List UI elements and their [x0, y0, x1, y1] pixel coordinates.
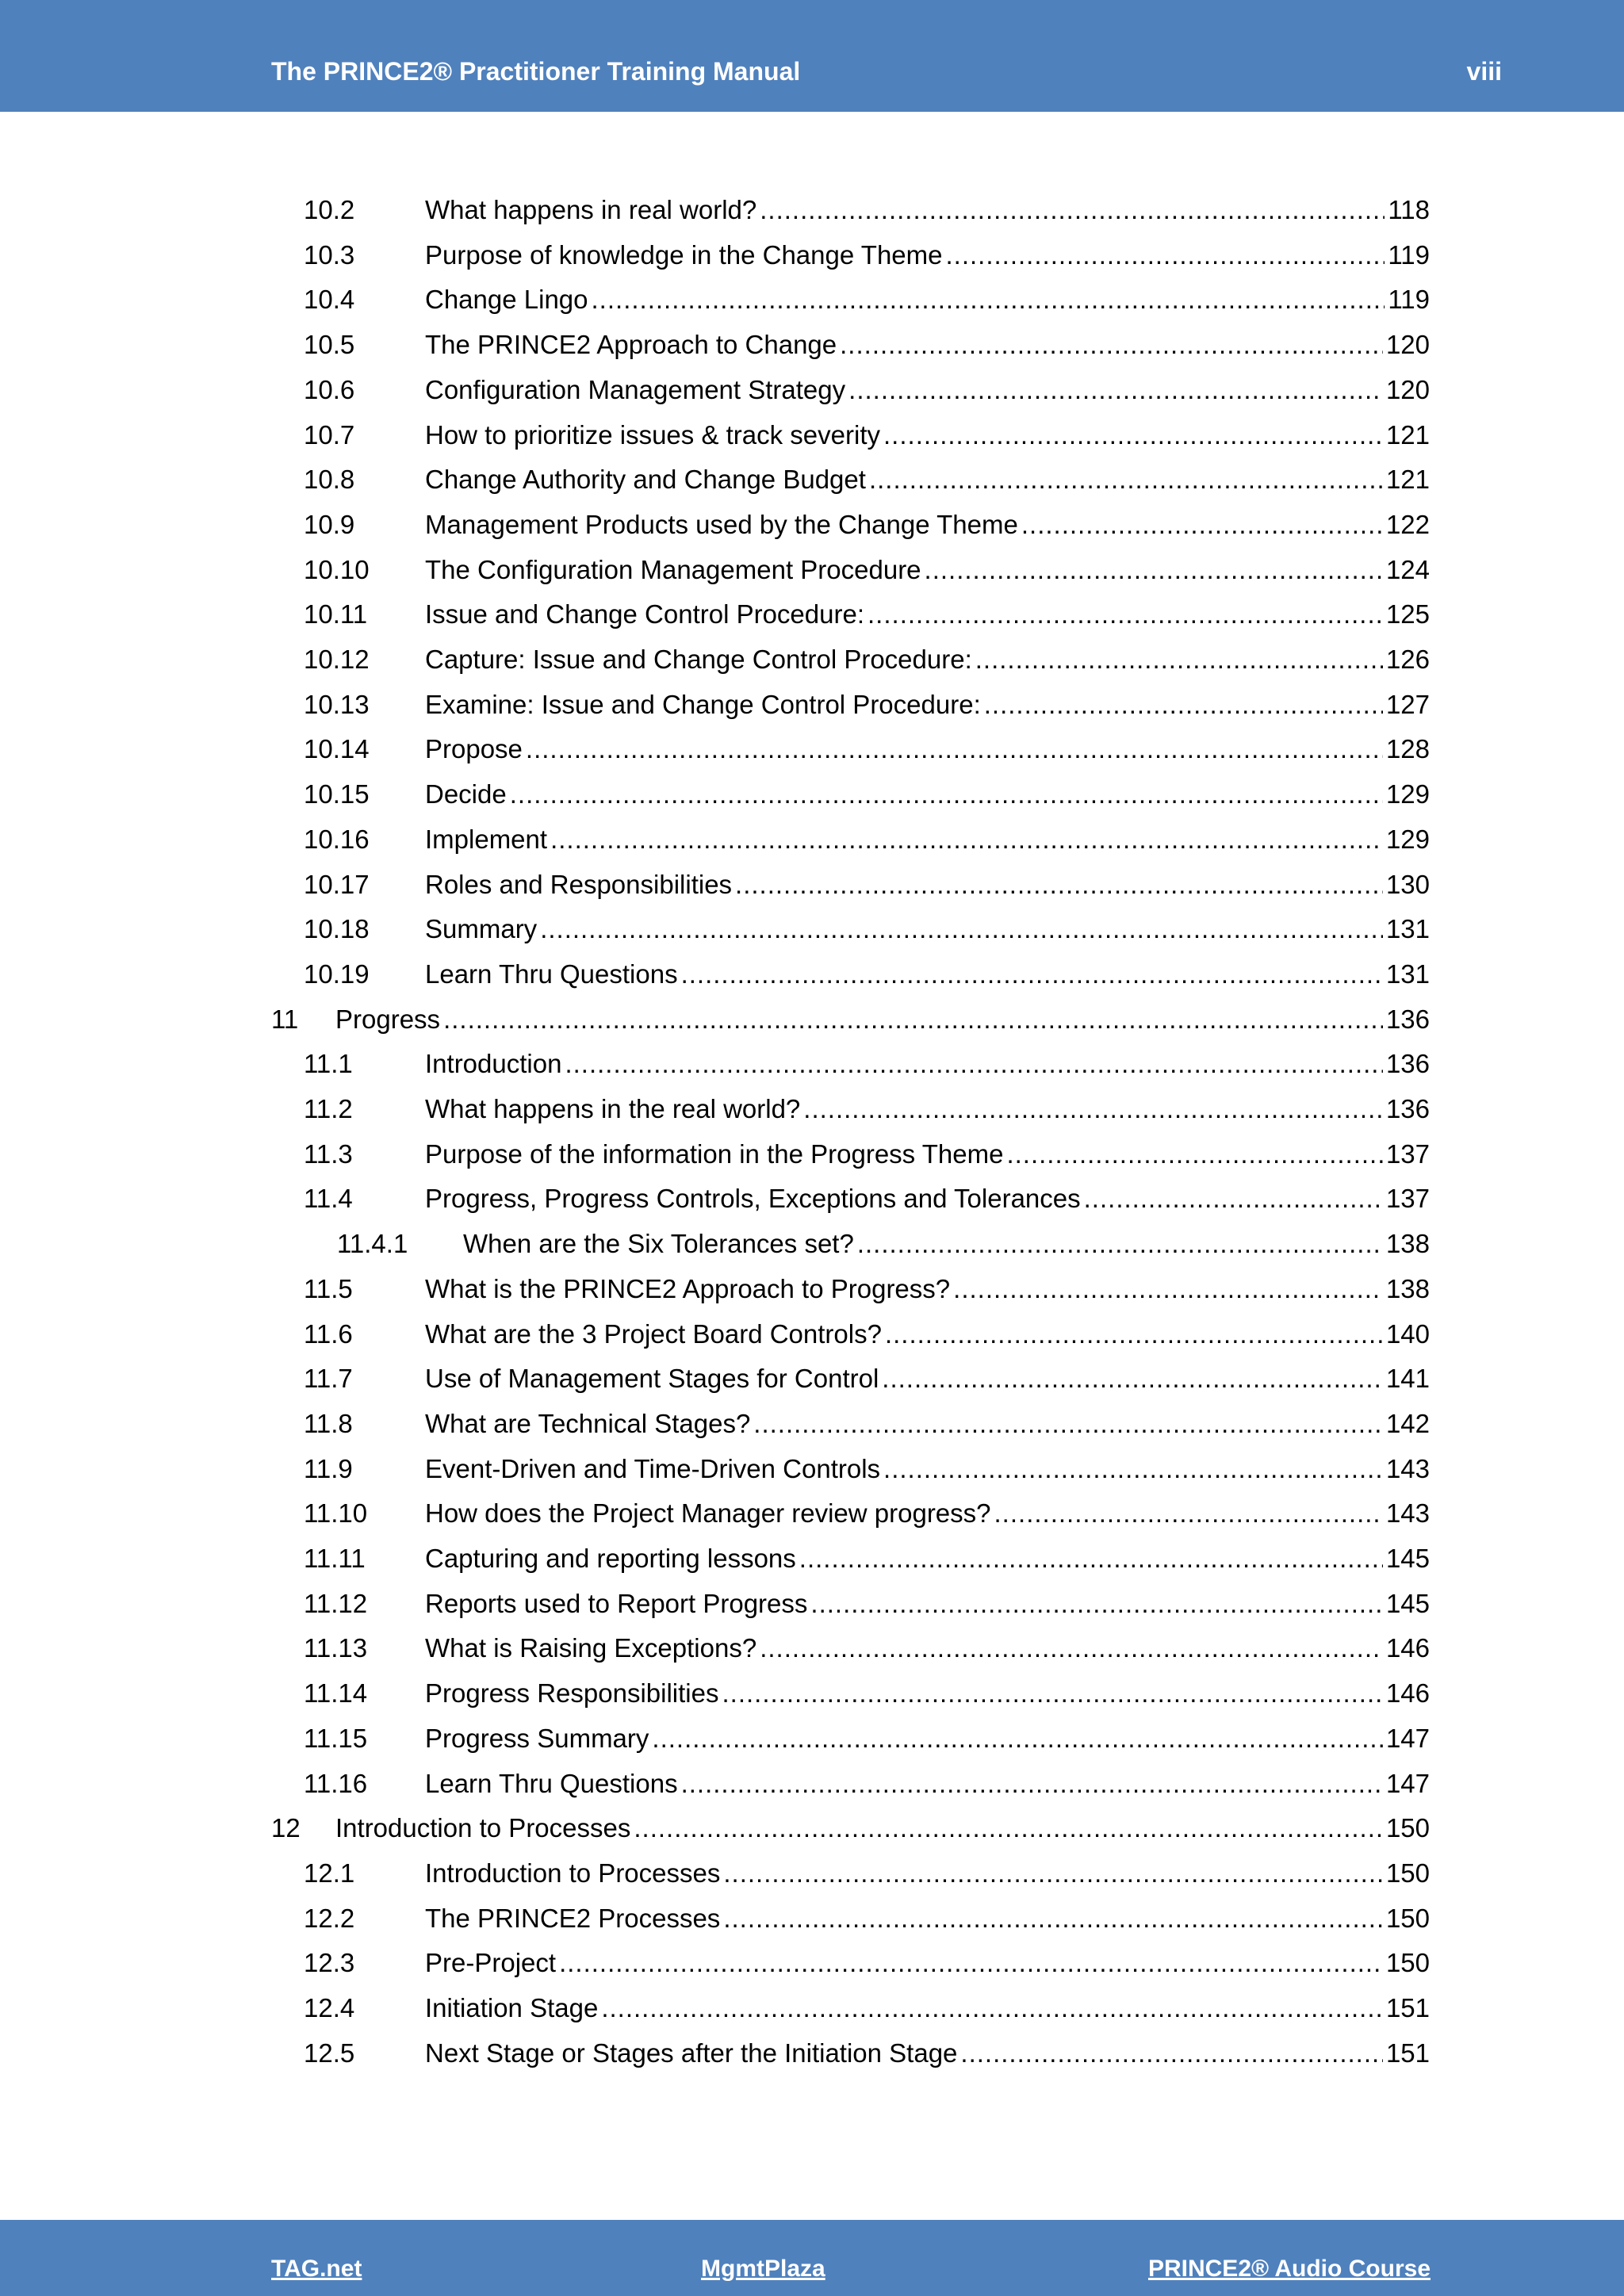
toc-entry-title: What happens in the real world? — [425, 1094, 801, 1123]
dot-leader — [848, 368, 1383, 412]
toc-entry[interactable] — [0, 1626, 1624, 1670]
toc-entry[interactable] — [0, 1671, 1624, 1716]
toc-entry[interactable] — [0, 863, 1624, 907]
toc-entry-title: Management Products used by the Change Theme — [425, 510, 1018, 539]
toc-entry[interactable] — [0, 1402, 1624, 1446]
toc-entry[interactable] — [0, 997, 1624, 1042]
toc-entry-number: 11.1 — [304, 1049, 353, 1078]
header-page-number: viii — [1466, 57, 1502, 86]
toc-entry-title: Progress, Progress Controls, Exceptions and Tolerances — [425, 1184, 1081, 1213]
toc-entry-page: 129 — [1385, 825, 1430, 854]
toc-entry-line — [425, 1042, 1430, 1086]
dot-leader — [994, 1491, 1383, 1536]
toc-entry-line — [425, 817, 1430, 862]
toc-entry-line — [425, 233, 1430, 277]
toc-entry-line — [425, 1851, 1430, 1896]
toc-entry-title: Progress Summary — [425, 1724, 649, 1753]
footer-link-tag-net[interactable]: TAG.net — [271, 2256, 362, 2282]
toc-entry-line — [425, 1626, 1430, 1670]
footer-link-audio-course[interactable]: PRINCE2® Audio Course — [1147, 2256, 1431, 2282]
toc-entry-line — [335, 1806, 1430, 1850]
toc-entry-number: 12 — [271, 1813, 301, 1843]
toc-entry-line — [425, 1402, 1430, 1446]
toc-entry-page: 141 — [1385, 1364, 1430, 1393]
toc-entry-title: Roles and Responsibilities — [425, 870, 733, 899]
dot-leader — [953, 1267, 1383, 1311]
toc-entry[interactable] — [0, 952, 1624, 997]
toc-entry-number: 10.3 — [304, 240, 355, 270]
dot-leader — [1006, 1132, 1382, 1177]
dot-leader — [681, 952, 1383, 997]
dot-leader — [925, 548, 1383, 592]
toc-entry-title: Use of Management Stages for Control — [425, 1364, 879, 1393]
dot-leader — [540, 907, 1383, 951]
toc-entry-title: Capture: Issue and Change Control Procedure: — [425, 645, 972, 674]
toc-entry-line — [425, 457, 1430, 502]
toc-entry-page: 124 — [1385, 555, 1430, 584]
toc-entry[interactable] — [0, 907, 1624, 951]
toc-entry-page: 126 — [1385, 645, 1430, 674]
toc-entry[interactable] — [0, 1087, 1624, 1131]
toc-entry-number: 11.7 — [304, 1364, 353, 1393]
toc-entry-line — [425, 368, 1430, 412]
toc-entry-page: 150 — [1385, 1858, 1430, 1888]
toc-entry-title: Issue and Change Control Procedure: — [425, 599, 865, 629]
toc-entry-title: How to prioritize issues & track severity — [425, 420, 881, 450]
toc-entry-title: Purpose of knowledge in the Change Theme — [425, 240, 943, 270]
dot-leader — [857, 1222, 1383, 1266]
toc-entry-number: 11.14 — [304, 1678, 368, 1708]
toc-entry-page: 147 — [1385, 1769, 1430, 1798]
toc-entry-line — [425, 1087, 1430, 1131]
toc-entry-line — [425, 1312, 1430, 1357]
dot-leader — [869, 457, 1383, 502]
toc-entry[interactable] — [0, 817, 1624, 862]
toc-entry-number: 10.6 — [304, 375, 355, 404]
toc-entry[interactable] — [0, 1312, 1624, 1357]
dot-leader — [526, 727, 1383, 771]
toc-entry-title: Learn Thru Questions — [425, 959, 678, 989]
toc-entry-line — [425, 1671, 1430, 1716]
dot-leader — [883, 413, 1383, 457]
toc-entry[interactable] — [0, 1132, 1624, 1177]
dot-leader — [975, 637, 1383, 682]
toc-entry-page: 138 — [1385, 1274, 1430, 1303]
toc-entry[interactable] — [0, 1896, 1624, 1941]
toc-entry-line — [425, 1132, 1430, 1177]
toc-entry-number: 11.5 — [304, 1274, 353, 1303]
toc-entry-number: 11.2 — [304, 1094, 353, 1123]
toc-entry-page: 121 — [1385, 420, 1430, 450]
dot-leader — [510, 772, 1383, 817]
toc-entry-line — [425, 592, 1430, 637]
dot-leader — [601, 1986, 1383, 2030]
toc-entry-number: 10.13 — [304, 690, 370, 719]
toc-entry[interactable] — [0, 1806, 1624, 1850]
toc-entry[interactable] — [0, 1222, 1624, 1266]
toc-entry-number: 12.3 — [304, 1948, 355, 1977]
dot-leader — [723, 1851, 1383, 1896]
toc-entry-page: 125 — [1385, 599, 1430, 629]
toc-entry-title: Propose — [425, 734, 523, 763]
toc-entry-page: 130 — [1385, 870, 1430, 899]
toc-entry-title: Purpose of the information in the Progress Theme — [425, 1139, 1004, 1169]
toc-entry-line — [425, 1582, 1430, 1626]
toc-entry[interactable] — [0, 592, 1624, 637]
dot-leader — [1021, 503, 1383, 547]
toc-entry-title: Initiation Stage — [425, 1993, 599, 2022]
toc-entry-number: 10.5 — [304, 330, 355, 359]
toc-entry-page: 136 — [1385, 1004, 1430, 1034]
toc-entry-line — [425, 1986, 1430, 2030]
dot-leader — [723, 1896, 1383, 1941]
toc-entry-page: 119 — [1388, 240, 1430, 270]
toc-entry-line — [335, 997, 1430, 1042]
toc-entry-title: Decide — [425, 779, 507, 809]
dot-leader — [810, 1582, 1383, 1626]
toc-entry-line — [425, 548, 1430, 592]
toc-entry[interactable] — [0, 772, 1624, 817]
toc-entry-page: 145 — [1385, 1589, 1430, 1618]
dot-leader — [443, 997, 1383, 1042]
toc-entry-page: 131 — [1385, 959, 1430, 989]
toc-entry-number: 10.4 — [304, 285, 355, 314]
toc-entry[interactable] — [0, 1491, 1624, 1536]
toc-entry-number: 12.5 — [304, 2038, 355, 2068]
toc-entry-number: 10.2 — [304, 195, 355, 224]
toc-entry-number: 10.10 — [304, 555, 370, 584]
dot-leader — [722, 1671, 1383, 1716]
toc-entry-page: 120 — [1385, 375, 1430, 404]
toc-entry-page: 129 — [1385, 779, 1430, 809]
toc-entry-number: 11.4 — [304, 1184, 353, 1213]
toc-entry-page: 146 — [1385, 1678, 1430, 1708]
toc-entry-title: Examine: Issue and Change Control Procedure: — [425, 690, 981, 719]
dot-leader — [760, 1626, 1383, 1670]
toc-entry-title: What is the PRINCE2 Approach to Progress? — [425, 1274, 951, 1303]
toc-entry[interactable] — [0, 1941, 1624, 1985]
toc-entry-line — [425, 637, 1430, 682]
toc-entry-title: The PRINCE2 Processes — [425, 1904, 721, 1933]
toc-entry[interactable] — [0, 1536, 1624, 1581]
dot-leader — [885, 1312, 1383, 1357]
toc-entry-line — [425, 1177, 1430, 1221]
toc-entry-number: 11.10 — [304, 1498, 368, 1528]
toc-entry-page: 121 — [1385, 465, 1430, 494]
dot-leader — [960, 2031, 1383, 2076]
toc-entry-title: Change Authority and Change Budget — [425, 465, 866, 494]
toc-entry[interactable] — [0, 188, 1624, 232]
dot-leader — [1084, 1177, 1383, 1221]
dot-leader — [681, 1762, 1383, 1806]
toc-entry[interactable] — [0, 1357, 1624, 1401]
toc-entry-number: 10.17 — [304, 870, 370, 899]
toc-entry-title: Progress — [335, 1004, 441, 1034]
toc-entry-line — [425, 413, 1430, 457]
toc-entry-title: How does the Project Manager review progress? — [425, 1498, 991, 1528]
toc-entry-page: 143 — [1385, 1498, 1430, 1528]
toc-entry-title: Capturing and reporting lessons — [425, 1544, 796, 1573]
toc-entry-page: 122 — [1385, 510, 1430, 539]
toc-entry-line — [425, 1762, 1430, 1806]
toc-entry-page: 142 — [1385, 1409, 1430, 1438]
toc-entry-title: The PRINCE2 Approach to Change — [425, 330, 837, 359]
toc-entry-number: 10.11 — [304, 599, 368, 629]
toc-entry-number: 10.19 — [304, 959, 370, 989]
toc-entry-number: 10.9 — [304, 510, 355, 539]
dot-leader — [634, 1806, 1383, 1850]
toc-entry-page: 137 — [1385, 1184, 1430, 1213]
toc-entry-title: The Configuration Management Procedure — [425, 555, 921, 584]
toc-entry-title: Event-Driven and Time-Driven Controls — [425, 1454, 881, 1483]
toc-entry-page: 127 — [1385, 690, 1430, 719]
toc-entry[interactable] — [0, 457, 1624, 502]
toc-entry-number: 11.4.1 — [337, 1229, 408, 1258]
toc-entry-page: 150 — [1385, 1813, 1430, 1843]
page-header — [0, 0, 1624, 112]
toc-entry-title: Progress Responsibilities — [425, 1678, 719, 1708]
page-footer — [0, 2220, 1624, 2296]
dot-leader — [883, 1447, 1383, 1491]
toc-entry[interactable] — [0, 1447, 1624, 1491]
toc-entry[interactable] — [0, 368, 1624, 412]
toc-entry-line — [425, 503, 1430, 547]
toc-entry-page: 145 — [1385, 1544, 1430, 1573]
toc-entry-number: 11.8 — [304, 1409, 353, 1438]
toc-entry-number: 11.12 — [304, 1589, 368, 1618]
toc-entry-number: 10.15 — [304, 779, 370, 809]
toc-entry-page: 128 — [1385, 734, 1430, 763]
toc-entry-title: Reports used to Report Progress — [425, 1589, 808, 1618]
toc-entry-page: 120 — [1385, 330, 1430, 359]
toc-entry-number: 11.3 — [304, 1139, 353, 1169]
toc-entry-line — [425, 1716, 1430, 1761]
dot-leader — [550, 817, 1383, 862]
toc-entry-page: 137 — [1385, 1139, 1430, 1169]
dot-leader — [882, 1357, 1383, 1401]
toc-entry-title: What happens in real world? — [425, 195, 757, 224]
toc-entry-page: 140 — [1385, 1319, 1430, 1349]
toc-entry-line — [425, 1357, 1430, 1401]
toc-entry[interactable] — [0, 548, 1624, 592]
toc-entry-title: Pre-Project — [425, 1948, 557, 1977]
toc-entry-title: Introduction to Processes — [335, 1813, 631, 1843]
toc-entry-page: 131 — [1385, 914, 1430, 943]
toc-entry-line — [425, 1267, 1430, 1311]
toc-entry-number: 11.16 — [304, 1769, 368, 1798]
dot-leader — [592, 277, 1385, 322]
toc-entry[interactable] — [0, 503, 1624, 547]
dot-leader — [559, 1941, 1383, 1985]
toc-entry[interactable] — [0, 683, 1624, 727]
toc-entry-title: Summary — [425, 914, 538, 943]
toc-entry-title: Introduction to Processes — [425, 1858, 721, 1888]
toc-entry-number: 10.8 — [304, 465, 355, 494]
toc-entry-line — [425, 1941, 1430, 1985]
toc-entry-number: 12.2 — [304, 1904, 355, 1933]
toc-entry-number: 10.14 — [304, 734, 370, 763]
toc-entry-page: 150 — [1385, 1904, 1430, 1933]
toc-entry-title: What are the 3 Project Board Controls? — [425, 1319, 882, 1349]
toc-entry-page: 151 — [1385, 1993, 1430, 2022]
toc-entry-page: 143 — [1385, 1454, 1430, 1483]
toc-entry-title: Implement — [425, 825, 548, 854]
toc-entry[interactable] — [0, 277, 1624, 322]
dot-leader — [946, 233, 1385, 277]
toc-entry[interactable] — [0, 323, 1624, 367]
toc-entry-title: Introduction — [425, 1049, 562, 1078]
toc-entry-page: 146 — [1385, 1633, 1430, 1663]
toc-entry-page: 118 — [1388, 195, 1430, 224]
toc-entry-number: 10.7 — [304, 420, 355, 450]
toc-entry[interactable] — [0, 637, 1624, 682]
toc-entry[interactable] — [0, 1762, 1624, 1806]
toc-entry-page: 150 — [1385, 1948, 1430, 1977]
toc-entry-number: 11.9 — [304, 1454, 353, 1483]
toc-entry-line — [425, 188, 1430, 232]
toc-entry-number: 10.18 — [304, 914, 370, 943]
toc-entry-title: Configuration Management Strategy — [425, 375, 846, 404]
toc-entry-page: 138 — [1385, 1229, 1430, 1258]
header-title: The PRINCE2® Practitioner Training Manual — [271, 57, 801, 86]
toc-entry-number: 10.12 — [304, 645, 370, 674]
toc-entry-title: Next Stage or Stages after the Initiation Stage — [425, 2038, 958, 2068]
toc-entry-line — [425, 1536, 1430, 1581]
footer-link-mgmtplaza[interactable]: MgmtPlaza — [701, 2256, 825, 2282]
dot-leader — [868, 592, 1383, 637]
toc-entry-line — [425, 952, 1430, 997]
toc-entry-line — [425, 907, 1430, 951]
dot-leader — [565, 1042, 1382, 1086]
toc-entry[interactable] — [0, 1986, 1624, 2030]
toc-entry[interactable] — [0, 1582, 1624, 1626]
toc-entry-title: Learn Thru Questions — [425, 1769, 678, 1798]
toc-entry-page: 136 — [1385, 1094, 1430, 1123]
toc-entry-page: 151 — [1385, 2038, 1430, 2068]
dot-leader — [760, 188, 1385, 232]
toc-entry-number: 11.11 — [304, 1544, 366, 1573]
toc-entry-number: 11.6 — [304, 1319, 353, 1349]
toc-entry-line — [425, 727, 1430, 771]
toc-entry-number: 11.15 — [304, 1724, 368, 1753]
toc-entry-line — [425, 1896, 1430, 1941]
dot-leader — [840, 323, 1383, 367]
toc-entry-number: 11.13 — [304, 1633, 368, 1663]
toc-entry-line — [425, 772, 1430, 817]
dot-leader — [735, 863, 1383, 907]
toc-entry-line — [425, 323, 1430, 367]
dot-leader — [799, 1536, 1383, 1581]
toc-entry-line — [425, 277, 1430, 322]
dot-leader — [652, 1716, 1383, 1761]
toc-entry[interactable] — [0, 1042, 1624, 1086]
toc-entry-page: 136 — [1385, 1049, 1430, 1078]
toc-entry-page: 147 — [1385, 1724, 1430, 1753]
toc-entry[interactable] — [0, 2031, 1624, 2076]
toc-entry[interactable] — [0, 1267, 1624, 1311]
toc-entry-line — [463, 1222, 1430, 1266]
toc-entry-number: 10.16 — [304, 825, 370, 854]
toc-entry-title: What is Raising Exceptions? — [425, 1633, 757, 1663]
toc-entry-line — [425, 1447, 1430, 1491]
toc-entry-title: When are the Six Tolerances set? — [463, 1229, 854, 1258]
toc-entry-line — [425, 1491, 1430, 1536]
toc-entry-line — [425, 863, 1430, 907]
toc-entry-title: Change Lingo — [425, 285, 588, 314]
toc-entry-line — [425, 683, 1430, 727]
toc-entry-number: 12.1 — [304, 1858, 355, 1888]
toc-entry-title: What are Technical Stages? — [425, 1409, 751, 1438]
toc-entry[interactable] — [0, 1716, 1624, 1761]
toc-entry[interactable] — [0, 1177, 1624, 1221]
toc-entry-page: 119 — [1388, 285, 1430, 314]
toc-entry[interactable] — [0, 233, 1624, 277]
dot-leader — [984, 683, 1383, 727]
toc-entry-number: 11 — [271, 1004, 299, 1034]
toc-entry[interactable] — [0, 1851, 1624, 1896]
toc-entry[interactable] — [0, 727, 1624, 771]
dot-leader — [803, 1087, 1383, 1131]
toc-entry[interactable] — [0, 413, 1624, 457]
toc-entry-line — [425, 2031, 1430, 2076]
dot-leader — [753, 1402, 1383, 1446]
toc-entry-number: 12.4 — [304, 1993, 355, 2022]
